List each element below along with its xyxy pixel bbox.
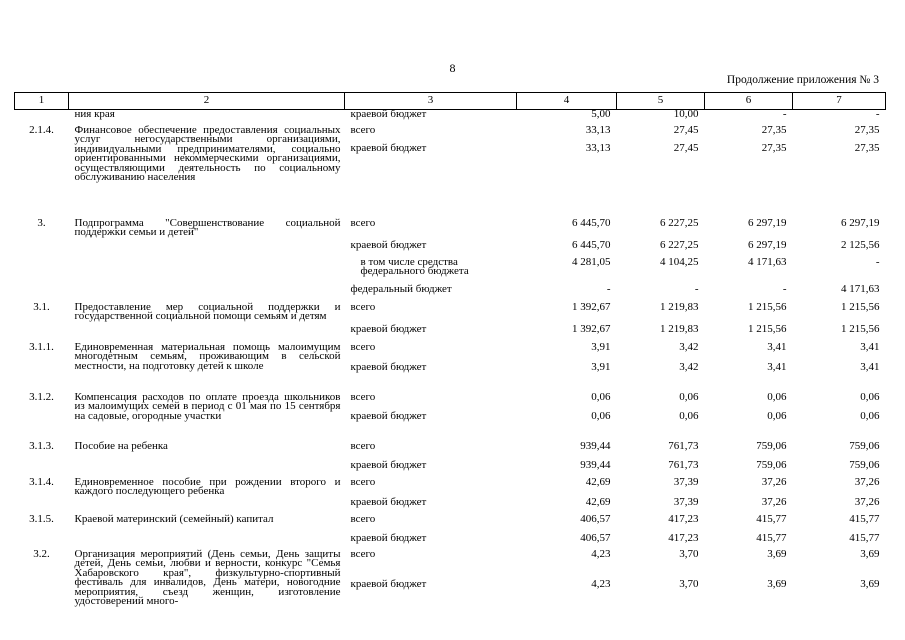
value-col-6: - xyxy=(782,282,787,295)
item-number: 3.1.2. xyxy=(29,390,54,403)
funding-source: всего xyxy=(350,475,376,488)
item-description: Финансовое обеспечение предоставления социальных услуг негосударственными организациями, индивидуальными предпринимателями, социально ориентированными некоммерческими организациями, осуществляющими деятельность по социальному обслуживанию населения xyxy=(74,123,341,184)
continuation-label: Продолжение приложения № 3 xyxy=(726,74,879,86)
value-col-7: - xyxy=(875,255,880,268)
item-description: ния края xyxy=(74,108,115,120)
value-col-6: 759,06 xyxy=(756,458,787,471)
value-col-4: 42,69 xyxy=(585,475,611,488)
value-col-6: 0,06 xyxy=(767,390,787,403)
value-col-5: 37,39 xyxy=(673,495,699,508)
funding-source: всего xyxy=(350,439,376,452)
column-header: 7 xyxy=(793,93,886,110)
value-col-7: 3,41 xyxy=(860,360,880,373)
value-col-4: 0,06 xyxy=(591,390,611,403)
table-row xyxy=(15,126,886,144)
value-col-4: 5,00 xyxy=(591,108,611,120)
value-col-7: 415,77 xyxy=(849,531,880,544)
value-col-6: 1 215,56 xyxy=(748,322,787,335)
value-col-6: 37,26 xyxy=(761,475,787,488)
page-number: 8 xyxy=(449,61,456,75)
value-col-4: 33,13 xyxy=(585,141,611,154)
item-description: Предоставление мер социальной поддержки и государственной социальной помощи семьям и детям xyxy=(74,300,341,323)
value-col-5: 37,39 xyxy=(673,475,699,488)
funding-source: краевой бюджет xyxy=(350,141,427,154)
value-col-6: 27,35 xyxy=(761,123,787,136)
value-col-5: 417,23 xyxy=(668,512,699,525)
table-row xyxy=(15,219,886,241)
item-number: 3.1.1. xyxy=(29,340,54,353)
value-col-5: 3,70 xyxy=(679,577,699,590)
value-col-7: 1 215,56 xyxy=(841,300,880,313)
funding-source: всего xyxy=(350,123,376,136)
funding-source: краевой бюджет xyxy=(350,458,427,471)
value-col-4: 406,57 xyxy=(580,531,611,544)
item-number: 2.1.4. xyxy=(29,123,54,136)
item-description: Пособие на ребенка xyxy=(74,439,168,452)
value-col-4: 6 445,70 xyxy=(572,238,611,251)
value-col-5: 417,23 xyxy=(668,531,699,544)
table-body xyxy=(15,110,886,608)
funding-source: в том числе средства федерального бюджета xyxy=(360,255,469,278)
value-col-6: 3,69 xyxy=(767,547,787,560)
column-header: 2 xyxy=(69,93,345,110)
value-col-6: 0,06 xyxy=(767,409,787,422)
item-number: 3.1.5. xyxy=(29,512,54,525)
value-col-6: 6 297,19 xyxy=(748,238,787,251)
value-col-5: 4 104,25 xyxy=(660,255,699,268)
item-description: Организация мероприятий (День семьи, День защиты детей, День семьи, любви и верности, конкурс "Семья Хабаровского края", физкультурно-спортивный фестиваль для инвалидов, День матери, новогодние мероприятия, съезд женщин, изготовление удостоверений много- xyxy=(74,547,341,608)
funding-source: федеральный бюджет xyxy=(350,282,452,295)
item-number: 3.1. xyxy=(33,300,50,313)
value-col-6: 1 215,56 xyxy=(748,300,787,313)
value-col-6: 415,77 xyxy=(756,512,787,525)
value-col-7: 2 125,56 xyxy=(841,238,880,251)
value-col-6: 6 297,19 xyxy=(748,216,787,229)
value-col-5: 3,42 xyxy=(679,340,699,353)
item-description: Единовременная материальная помощь малоимущим многодетным семьям, проживающим в сельской местности, на подготовку детей к школе xyxy=(74,340,341,372)
value-col-5: 1 219,83 xyxy=(660,322,699,335)
value-col-5: 6 227,25 xyxy=(660,238,699,251)
value-col-5: 761,73 xyxy=(668,458,699,471)
funding-source: краевой бюджет xyxy=(350,322,427,335)
value-col-7: 6 297,19 xyxy=(841,216,880,229)
value-col-4: 939,44 xyxy=(580,439,611,452)
table-row xyxy=(15,478,886,498)
item-number: 3.1.3. xyxy=(29,439,54,452)
value-col-5: 3,70 xyxy=(679,547,699,560)
value-col-7: 0,06 xyxy=(860,409,880,422)
value-col-4: 1 392,67 xyxy=(572,300,611,313)
item-description: Компенсация расходов по оплате проезда школьников из малоимущих семей в период с 01 мая по 15 сентября на садовые, огородные участки xyxy=(74,390,341,422)
value-col-6: 27,35 xyxy=(761,141,787,154)
table-row xyxy=(15,393,886,412)
item-description: Подпрограмма "Совершенствование социальной поддержки семьи и детей" xyxy=(74,216,341,239)
value-col-5: 761,73 xyxy=(668,439,699,452)
funding-source: краевой бюджет xyxy=(350,360,427,373)
funding-source: всего xyxy=(350,300,376,313)
funding-source: краевой бюджет xyxy=(350,577,427,590)
value-col-7: 3,41 xyxy=(860,340,880,353)
funding-source: всего xyxy=(350,547,376,560)
table-row xyxy=(15,515,886,534)
item-number: 3.2. xyxy=(33,547,50,560)
value-col-7: 759,06 xyxy=(849,439,880,452)
funding-source: краевой бюджет xyxy=(350,495,427,508)
column-header: 6 xyxy=(705,93,793,110)
value-col-7: 37,26 xyxy=(854,495,880,508)
value-col-7: 0,06 xyxy=(860,390,880,403)
value-col-7: 27,35 xyxy=(854,141,880,154)
budget-table xyxy=(14,92,886,607)
value-col-6: 3,41 xyxy=(767,340,787,353)
value-col-4: 3,91 xyxy=(591,360,611,373)
value-col-4: 4,23 xyxy=(591,547,611,560)
value-col-6: 3,69 xyxy=(767,577,787,590)
table-row xyxy=(15,550,886,580)
value-col-5: 1 219,83 xyxy=(660,300,699,313)
value-col-4: 4 281,05 xyxy=(572,255,611,268)
value-col-4: 939,44 xyxy=(580,458,611,471)
value-col-6: 3,41 xyxy=(767,360,787,373)
item-number: 3.1.4. xyxy=(29,475,54,488)
item-description: Единовременное пособие при рождении второго и каждого последующего ребенка xyxy=(74,475,341,498)
item-number: 3. xyxy=(37,216,46,229)
value-col-5: 3,42 xyxy=(679,360,699,373)
column-header: 5 xyxy=(617,93,705,110)
funding-source: краевой бюджет xyxy=(350,409,427,422)
value-col-4: 406,57 xyxy=(580,512,611,525)
funding-source: краевой бюджет xyxy=(350,108,427,120)
table-row xyxy=(15,442,886,461)
funding-source: всего xyxy=(350,216,376,229)
table-header-row xyxy=(15,93,886,110)
value-col-7: 759,06 xyxy=(849,458,880,471)
funding-source: краевой бюджет xyxy=(350,531,427,544)
value-col-4: 3,91 xyxy=(591,340,611,353)
value-col-4: 4,23 xyxy=(591,577,611,590)
column-header: 1 xyxy=(15,93,69,110)
table-row xyxy=(15,303,886,325)
value-col-5: 10,00 xyxy=(673,108,699,120)
value-col-4: 42,69 xyxy=(585,495,611,508)
value-col-5: 0,06 xyxy=(679,390,699,403)
value-col-7: - xyxy=(875,108,880,120)
value-col-5: 27,45 xyxy=(673,141,699,154)
funding-source: всего xyxy=(350,390,376,403)
value-col-7: 3,69 xyxy=(860,577,880,590)
value-col-5: - xyxy=(694,282,699,295)
value-col-5: 0,06 xyxy=(679,409,699,422)
value-col-4: 6 445,70 xyxy=(572,216,611,229)
table-row xyxy=(15,343,886,363)
value-col-7: 4 171,63 xyxy=(841,282,880,295)
value-col-7: 415,77 xyxy=(849,512,880,525)
value-col-7: 37,26 xyxy=(854,475,880,488)
value-col-4: 1 392,67 xyxy=(572,322,611,335)
value-col-4: - xyxy=(606,282,611,295)
value-col-4: 0,06 xyxy=(591,409,611,422)
value-col-7: 3,69 xyxy=(860,547,880,560)
value-col-6: 759,06 xyxy=(756,439,787,452)
funding-source: всего xyxy=(350,512,376,525)
value-col-4: 33,13 xyxy=(585,123,611,136)
column-header: 4 xyxy=(517,93,617,110)
value-col-5: 6 227,25 xyxy=(660,216,699,229)
value-col-7: 1 215,56 xyxy=(841,322,880,335)
value-col-6: - xyxy=(782,108,787,120)
value-col-6: 4 171,63 xyxy=(748,255,787,268)
value-col-7: 27,35 xyxy=(854,123,880,136)
value-col-5: 27,45 xyxy=(673,123,699,136)
funding-source: краевой бюджет xyxy=(350,238,427,251)
column-header: 3 xyxy=(345,93,517,110)
value-col-6: 37,26 xyxy=(761,495,787,508)
funding-source: всего xyxy=(350,340,376,353)
value-col-6: 415,77 xyxy=(756,531,787,544)
item-description: Краевой материнский (семейный) капитал xyxy=(74,512,274,525)
